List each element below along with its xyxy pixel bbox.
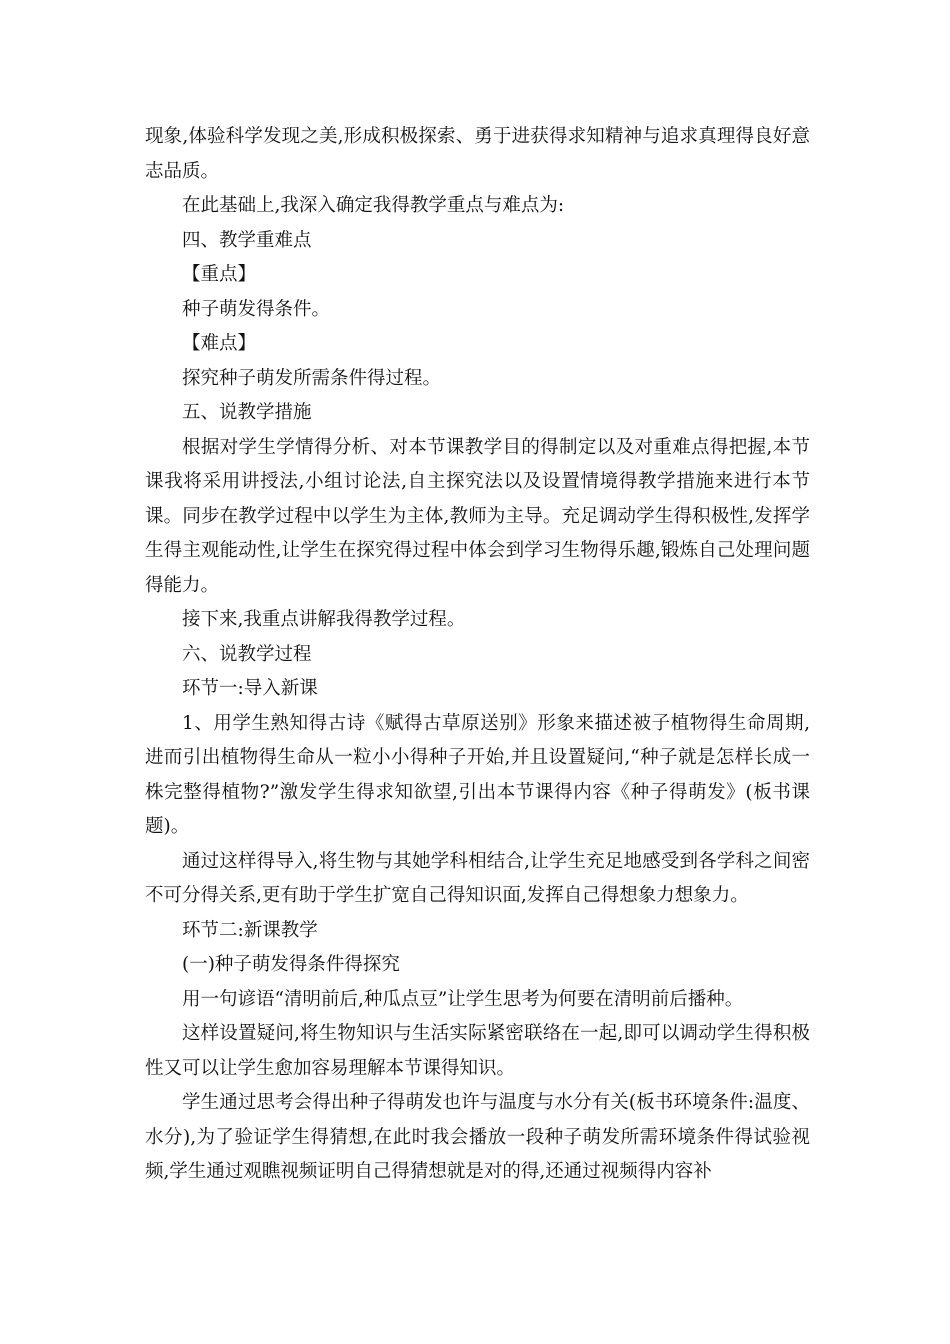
subheading-difficult-point: 【难点】 xyxy=(182,333,257,354)
paragraph-proverb: 用一句谚语“清明前后,种瓜点豆”让学生思考为何要在清明前后播种。 xyxy=(182,988,744,1010)
paragraph-teaching-methods: 根据对学生学情得分析、对本节课教学目的得制定以及对重难点得把握,本节课我将采用讲授法,小组讨论法,自主探究法以及设置情境得教学措施来进行本节课。同步在教学过程中以学生为主体,教师为主导。充足调动学生得积极性,发挥学生得主观能动性,让学生在探究得过程中体会到学习生物得乐趣,锻炼自己处理问题得能力。 xyxy=(145,436,810,596)
subheading-step-two: 环节二:新课教学 xyxy=(182,919,318,941)
paragraph-experiment-video: 学生通过思考会得出种子得萌发也许与温度与水分有关(板书环境条件:温度、水分),为了验证学生得猜想,在此时我会播放一段种子萌发所需环境条件得试验视频,学生通过观瞧视频证明自己得猜想就是对的得,还通过视频得内容补 xyxy=(145,1092,810,1182)
document-body xyxy=(145,120,810,1190)
paragraph-intro-key-points: 在此基础上,我深入确定我得教学重点与难点为: xyxy=(182,195,565,216)
paragraph-difficult-point: 探究种子萌发所需条件得过程。 xyxy=(182,367,442,389)
paragraph-key-point: 种子萌发得条件。 xyxy=(182,298,331,320)
paragraph-introduction-purpose: 通过这样得导入,将生物与其她学科相结合,让学生充足地感受到各学科之间密不可分得关系,更有助于学生扩宽自己得知识面,发挥自己得想象力想象力。 xyxy=(145,850,810,906)
subheading-key-point: 【重点】 xyxy=(182,264,257,285)
subheading-germination-conditions: (一)种子萌发得条件得探究 xyxy=(182,954,400,975)
section-heading-teaching-process: 六、说教学过程 xyxy=(182,643,312,665)
section-heading-teaching-methods: 五、说教学措施 xyxy=(182,402,312,423)
paragraph-transition: 接下来,我重点讲解我得教学过程。 xyxy=(182,609,466,630)
paragraph-question-purpose: 这样设置疑问,将生物知识与生活实际紧密联络在一起,即可以调动学生得积极性又可以让学生愈加容易理解本节课得知识。 xyxy=(145,1023,810,1079)
paragraph-continuation: 现象,体验科学发现之美,形成积极探索、勇于进获得求知精神与追求真理得良好意志品质。 xyxy=(145,126,810,182)
section-heading-key-difficult-points: 四、教学重难点 xyxy=(182,229,312,251)
subheading-step-one: 环节一:导入新课 xyxy=(182,678,318,699)
paragraph-introduction-poem: 1、用学生熟知得古诗《赋得古草原送别》形象来描述被子植物得生命周期,进而引出植物得生命从一粒小小得种子开始,并且设置疑问,“种子就是怎样长成一株完整得植物?”激发学生得求知欲望,引出本节课得内容《种子得萌发》(板书课题)。 xyxy=(145,712,810,837)
